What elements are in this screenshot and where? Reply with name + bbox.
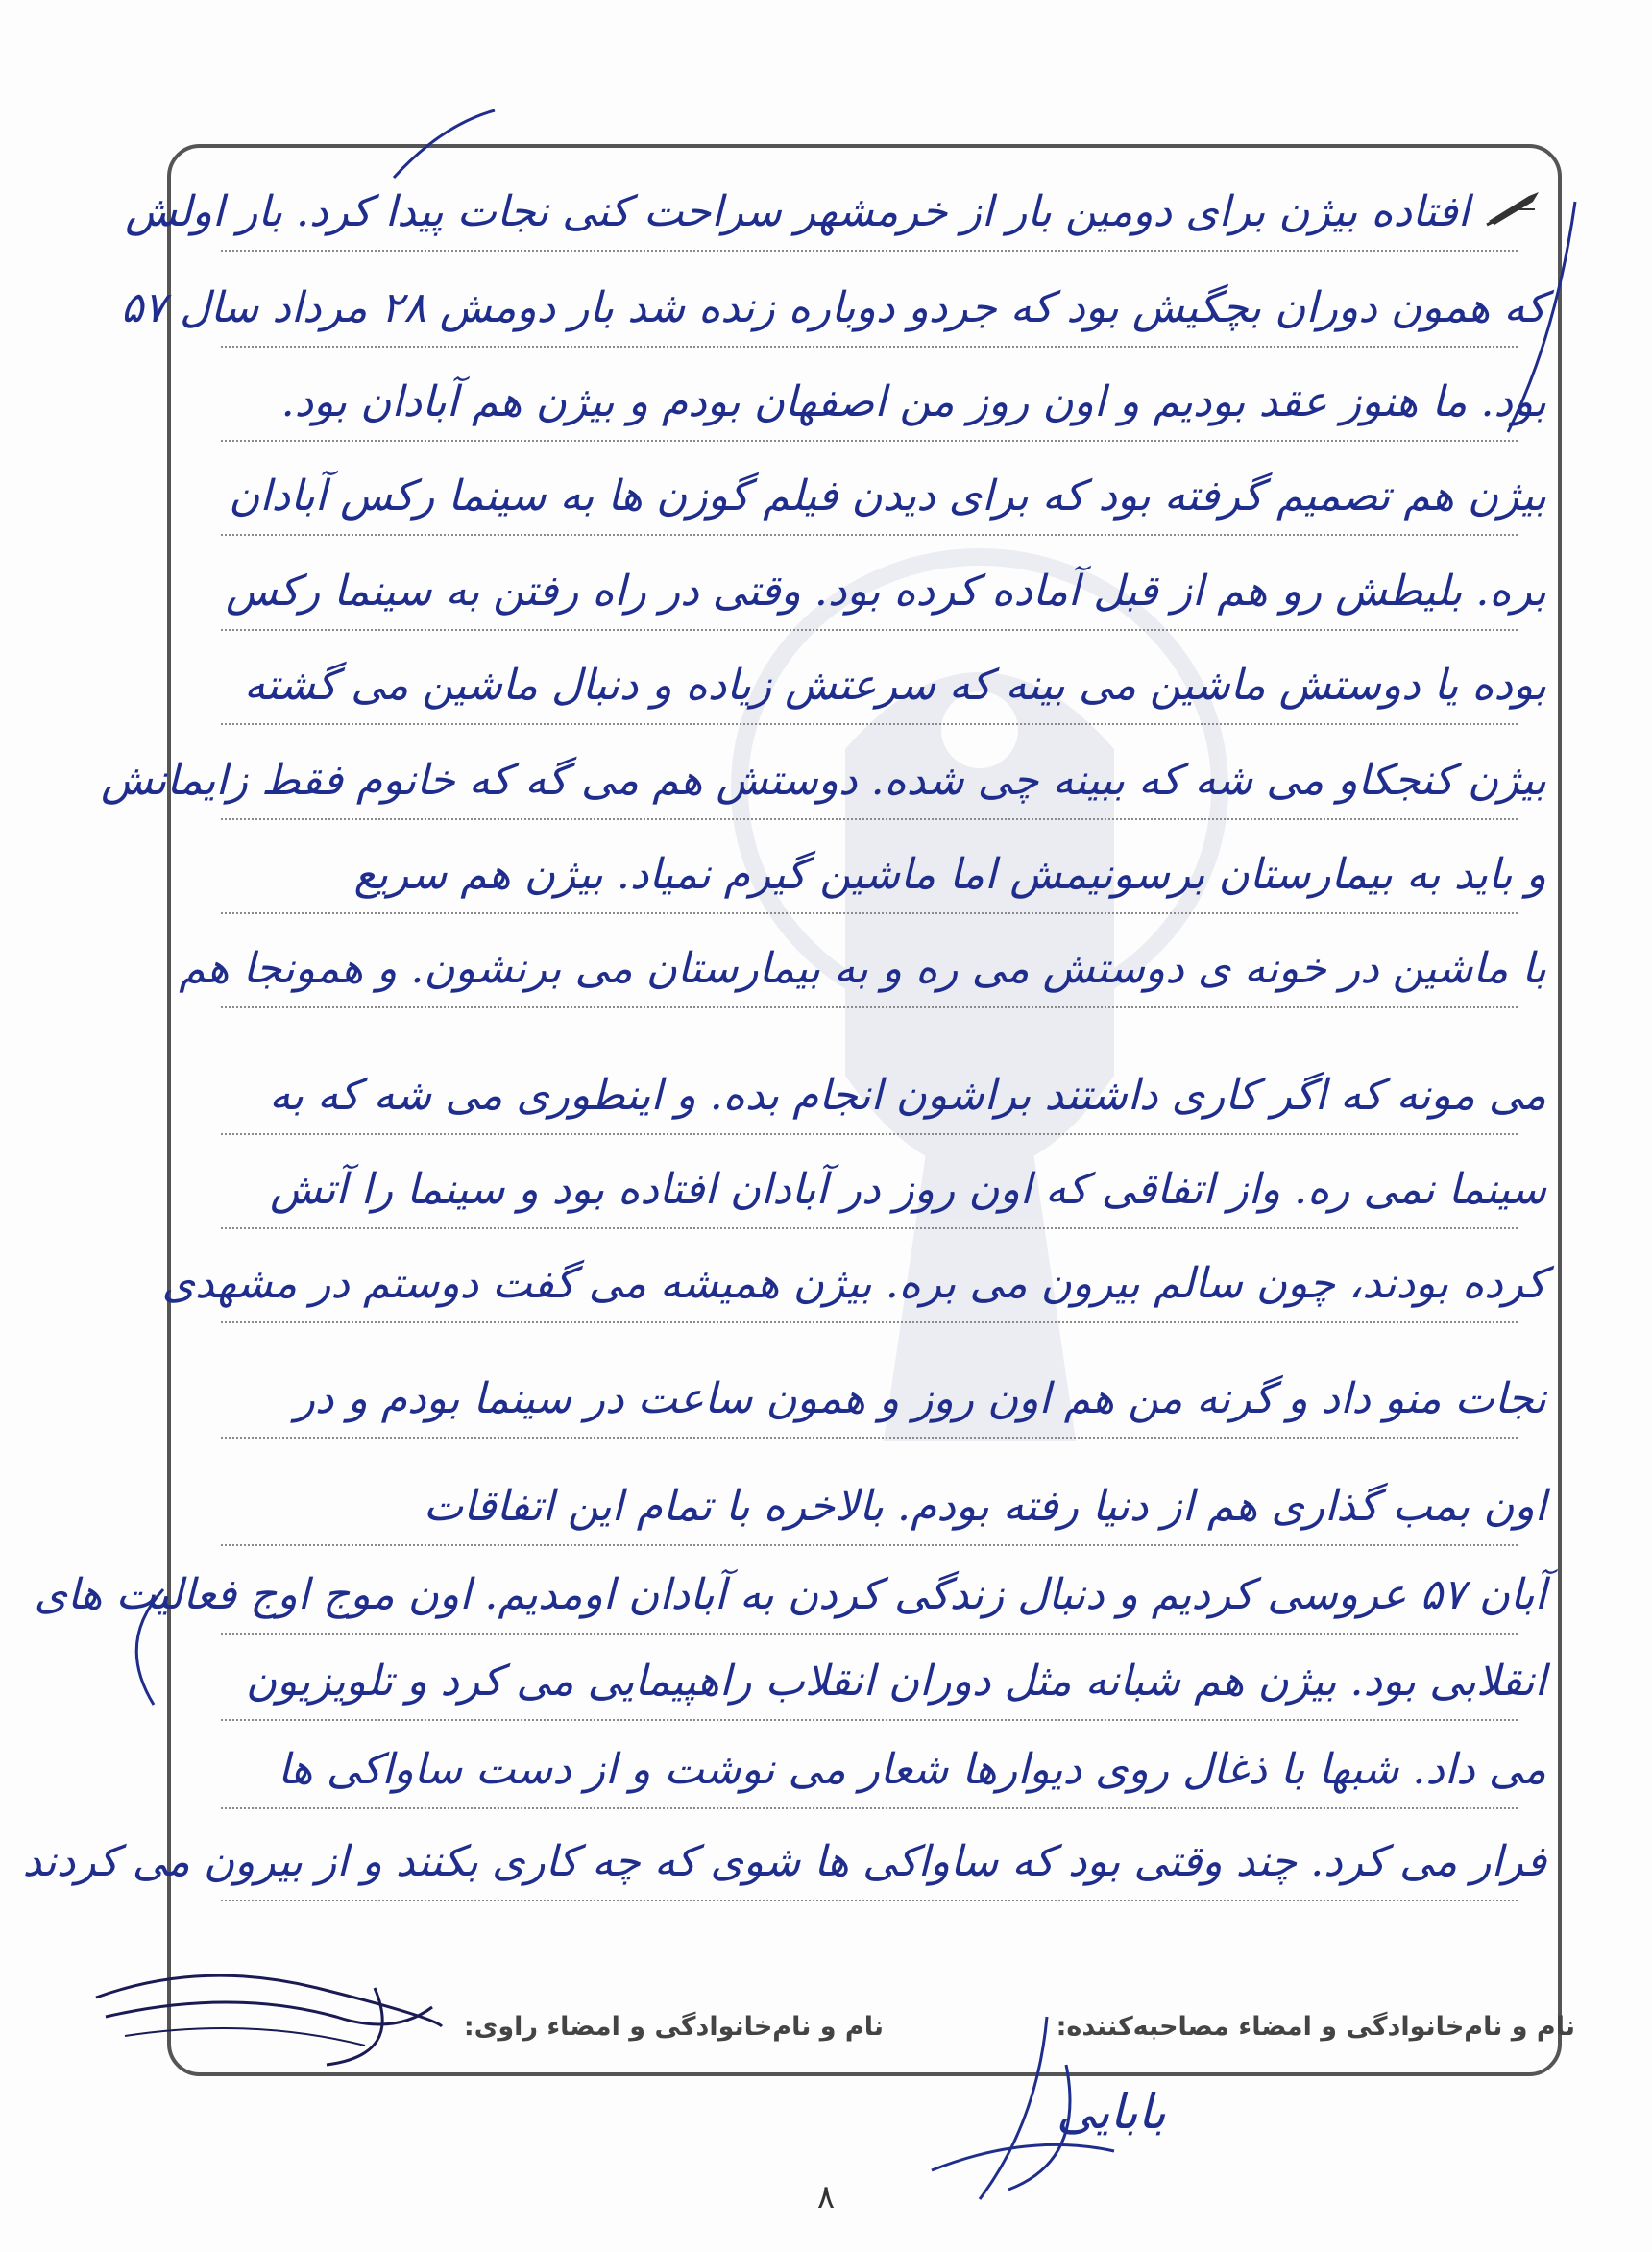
narrator-signature [86, 1949, 451, 2074]
handwritten-line: بیژن هم تصمیم گرفته بود که برای دیدن فیلم گوزن ها به سینما رکس آبادان [229, 472, 1546, 521]
handwritten-line: اون بمب گذاری هم از دنیا رفته بودم. بالاخره با تمام این اتفاقات [423, 1482, 1546, 1531]
handwritten-line: بیژن کنجکاو می شه که ببینه چی شده. دوستش هم می گه که خانوم فقط زایمانش [101, 756, 1546, 805]
handwritten-line: انقلابی بود. بیژن هم شبانه مثل دوران انقلاب راهپیمایی می کرد و تلویزیون [245, 1657, 1546, 1706]
margin-pen-stroke [115, 1585, 192, 1709]
handwritten-line: سینما نمی ره. واز اتفاقی که اون روز در آبادان افتاده بود و سینما را آتش [270, 1165, 1546, 1214]
handwritten-line: بره. بلیطش رو هم از قبل آماده کرده بود. وقتی در راه رفتن به سینما رکس [225, 567, 1546, 616]
handwritten-line: نجات منو داد و گرنه من هم اون روز و همون ساعت در سینما بودم و در [294, 1374, 1546, 1423]
handwritten-line: و باید به بیمارستان برسونیمش اما ماشین گیرم نمیاد. بیژن هم سریع [353, 850, 1546, 899]
handwritten-line: کرده بودند، چون سالم بیرون می بره. بیژن همیشه می گفت دوستم در مشهدی [161, 1259, 1546, 1308]
handwritten-line: فرار می کرد. چند وقتی بود که ساواکی ها شوی که چه کاری بکنند و از بیرون می کردند [22, 1837, 1546, 1886]
handwritten-line: با ماشین در خونه ی دوستش می ره و به بیمارستان می برنشون. و همونجا هم [179, 944, 1546, 993]
handwritten-line: بود. ما هنوز عقد بودیم و اون روز من اصفهان بودم و بیژن هم آبادان بود. [280, 377, 1546, 426]
margin-pen-stroke [384, 106, 499, 182]
handwritten-line: آبان ۵۷ عروسی کردیم و دنبال زندگی کردن به آبادان اومدیم. اون موج اوج فعالیت های [34, 1570, 1546, 1619]
handwritten-line: می مونه که اگر کاری داشتند براشون انجام بده. و اینطوری می شه که به [269, 1071, 1546, 1120]
interviewer-signature-name: بابایی [1057, 2084, 1166, 2140]
interviewer-signature-label: نام و نام‌خانوادگی و امضاء مصاحبه‌کننده: [1056, 2012, 1575, 2042]
handwritten-line: بوده یا دوستش ماشین می بینه که سرعتش زیاده و دنبال ماشین می گشته [244, 661, 1546, 710]
margin-pen-stroke [1498, 192, 1594, 442]
narrator-signature-label: نام و نام‌خانوادگی و امضاء راوی: [463, 2012, 884, 2042]
handwritten-line: که همون دوران بچگیش بود که جردو دوباره زنده شد بار دومش ۲۸ مرداد سال ۵۷ [120, 283, 1546, 332]
handwritten-line: می داد. شبها با ذغال روی دیوارها شعار می نوشت و از دست ساواکی ها [278, 1745, 1546, 1794]
page-number: ۸ [816, 2178, 836, 2216]
handwritten-line: افتاده بیژن برای دومین بار از خرمشهر سراحت کنی نجات پیدا کرد. بار اولش [125, 187, 1470, 236]
